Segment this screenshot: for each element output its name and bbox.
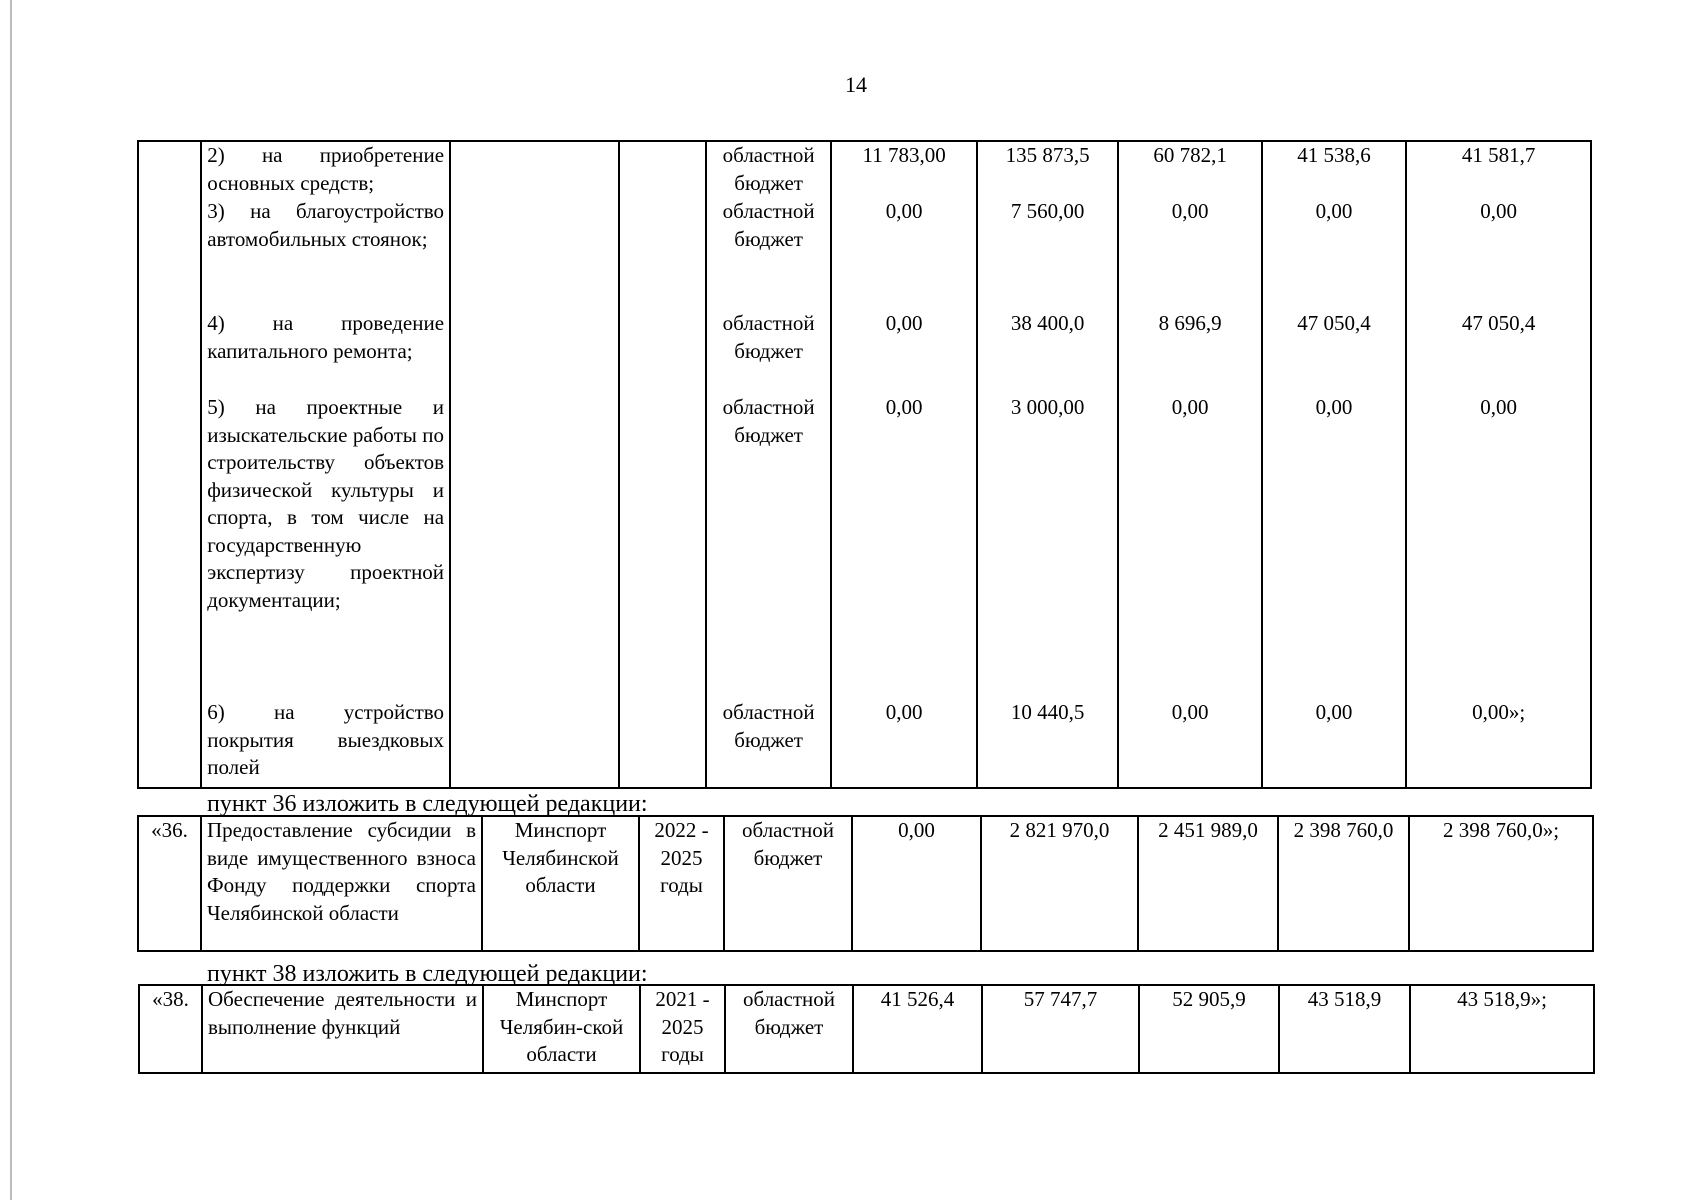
item-38-table [138, 984, 1595, 1074]
item-description: Обеспечение деятельности и выполнение функций [202, 985, 483, 1073]
subitem-text: 2) на приобретение основных средств; [207, 143, 445, 195]
subitem-text: 6) на устройство покрытия выездковых полей [207, 700, 445, 779]
value: 3 000,00 [1010, 395, 1085, 419]
subitems-cell [201, 141, 450, 788]
value: 7 560,00 [1010, 199, 1085, 223]
value-cell-2021 [831, 141, 977, 788]
value: 0,00»; [1472, 700, 1526, 724]
value-2023: 52 905,9 [1139, 985, 1279, 1073]
item-number: «36. [138, 816, 201, 951]
heading-item-36: пункт 36 изложить в следующей редакции: [207, 791, 648, 817]
item-period: 2022 - 2025 годы [639, 816, 724, 951]
value: 47 050,4 [1461, 311, 1536, 335]
value: 0,00 [1315, 395, 1353, 419]
value: 0,00 [1171, 700, 1209, 724]
source-text: областной бюджет [722, 395, 815, 447]
value: 0,00 [885, 311, 923, 335]
value: 0,00 [885, 199, 923, 223]
page-number: 14 [845, 72, 867, 97]
value: 0,00 [885, 395, 923, 419]
value-cell-2023 [1118, 141, 1261, 788]
value: 0,00 [1315, 700, 1353, 724]
subitem-text: 5) на проектные и изыскательские работы по строительству объектов физической культуры и спорта, в том числе на государственную экспертизу проектной документации; [207, 395, 445, 612]
item-period: 2021 - 2025 годы [640, 985, 725, 1073]
budget-table-continuation [137, 140, 1592, 789]
item-executor: Минспорт Челябин-ской области [483, 985, 640, 1073]
source-text: областной бюджет [722, 143, 815, 195]
source-text: областной бюджет [722, 199, 815, 251]
source-cell [706, 141, 831, 788]
value-cell-2025 [1406, 141, 1591, 788]
value-2025: 2 398 760,0»; [1409, 816, 1593, 951]
item-source: областной бюджет [725, 985, 853, 1073]
item-description: Предоставление субсидии в виде имущественного взноса Фонду поддержки спорта Челябинской области [201, 816, 482, 951]
heading-item-38: пункт 38 изложить в следующей редакции: [207, 961, 648, 987]
period-cell [619, 141, 706, 788]
scan-margin-line [10, 0, 12, 1200]
source-text: областной бюджет [722, 700, 815, 752]
item-source: областной бюджет [724, 816, 852, 951]
value-2021: 41 526,4 [853, 985, 982, 1073]
item-36-table [137, 815, 1594, 952]
value: 41 581,7 [1461, 143, 1536, 167]
value: 0,00 [885, 700, 923, 724]
value-2021: 0,00 [852, 816, 981, 951]
value: 41 538,6 [1297, 143, 1371, 167]
value: 0,00 [1480, 395, 1518, 419]
value: 60 782,1 [1153, 143, 1227, 167]
value: 8 696,9 [1158, 311, 1222, 335]
value: 11 783,00 [862, 143, 946, 167]
value-2025: 43 518,9»; [1410, 985, 1594, 1073]
value: 0,00 [1171, 395, 1209, 419]
item-number: «38. [139, 985, 202, 1073]
subitem-text: 4) на проведение капитального ремонта; [207, 311, 445, 363]
value-2022: 2 821 970,0 [981, 816, 1138, 951]
value-2023: 2 451 989,0 [1138, 816, 1278, 951]
value-2022: 57 747,7 [982, 985, 1139, 1073]
value: 38 400,0 [1010, 311, 1085, 335]
value: 135 873,5 [1005, 143, 1090, 167]
value-2024: 2 398 760,0 [1278, 816, 1409, 951]
value: 10 440,5 [1010, 700, 1085, 724]
executor-cell [450, 141, 619, 788]
subitem-text: 3) на благоустройство автомобильных стоянок; [207, 199, 445, 251]
number-cell [138, 141, 201, 788]
value: 47 050,4 [1297, 311, 1371, 335]
value: 0,00 [1171, 199, 1209, 223]
value: 0,00 [1480, 199, 1518, 223]
value: 0,00 [1315, 199, 1353, 223]
source-text: областной бюджет [722, 311, 815, 363]
value-cell-2024 [1262, 141, 1406, 788]
value-2024: 43 518,9 [1279, 985, 1410, 1073]
value-cell-2022 [977, 141, 1118, 788]
item-executor: Минспорт Челябинской области [482, 816, 639, 951]
